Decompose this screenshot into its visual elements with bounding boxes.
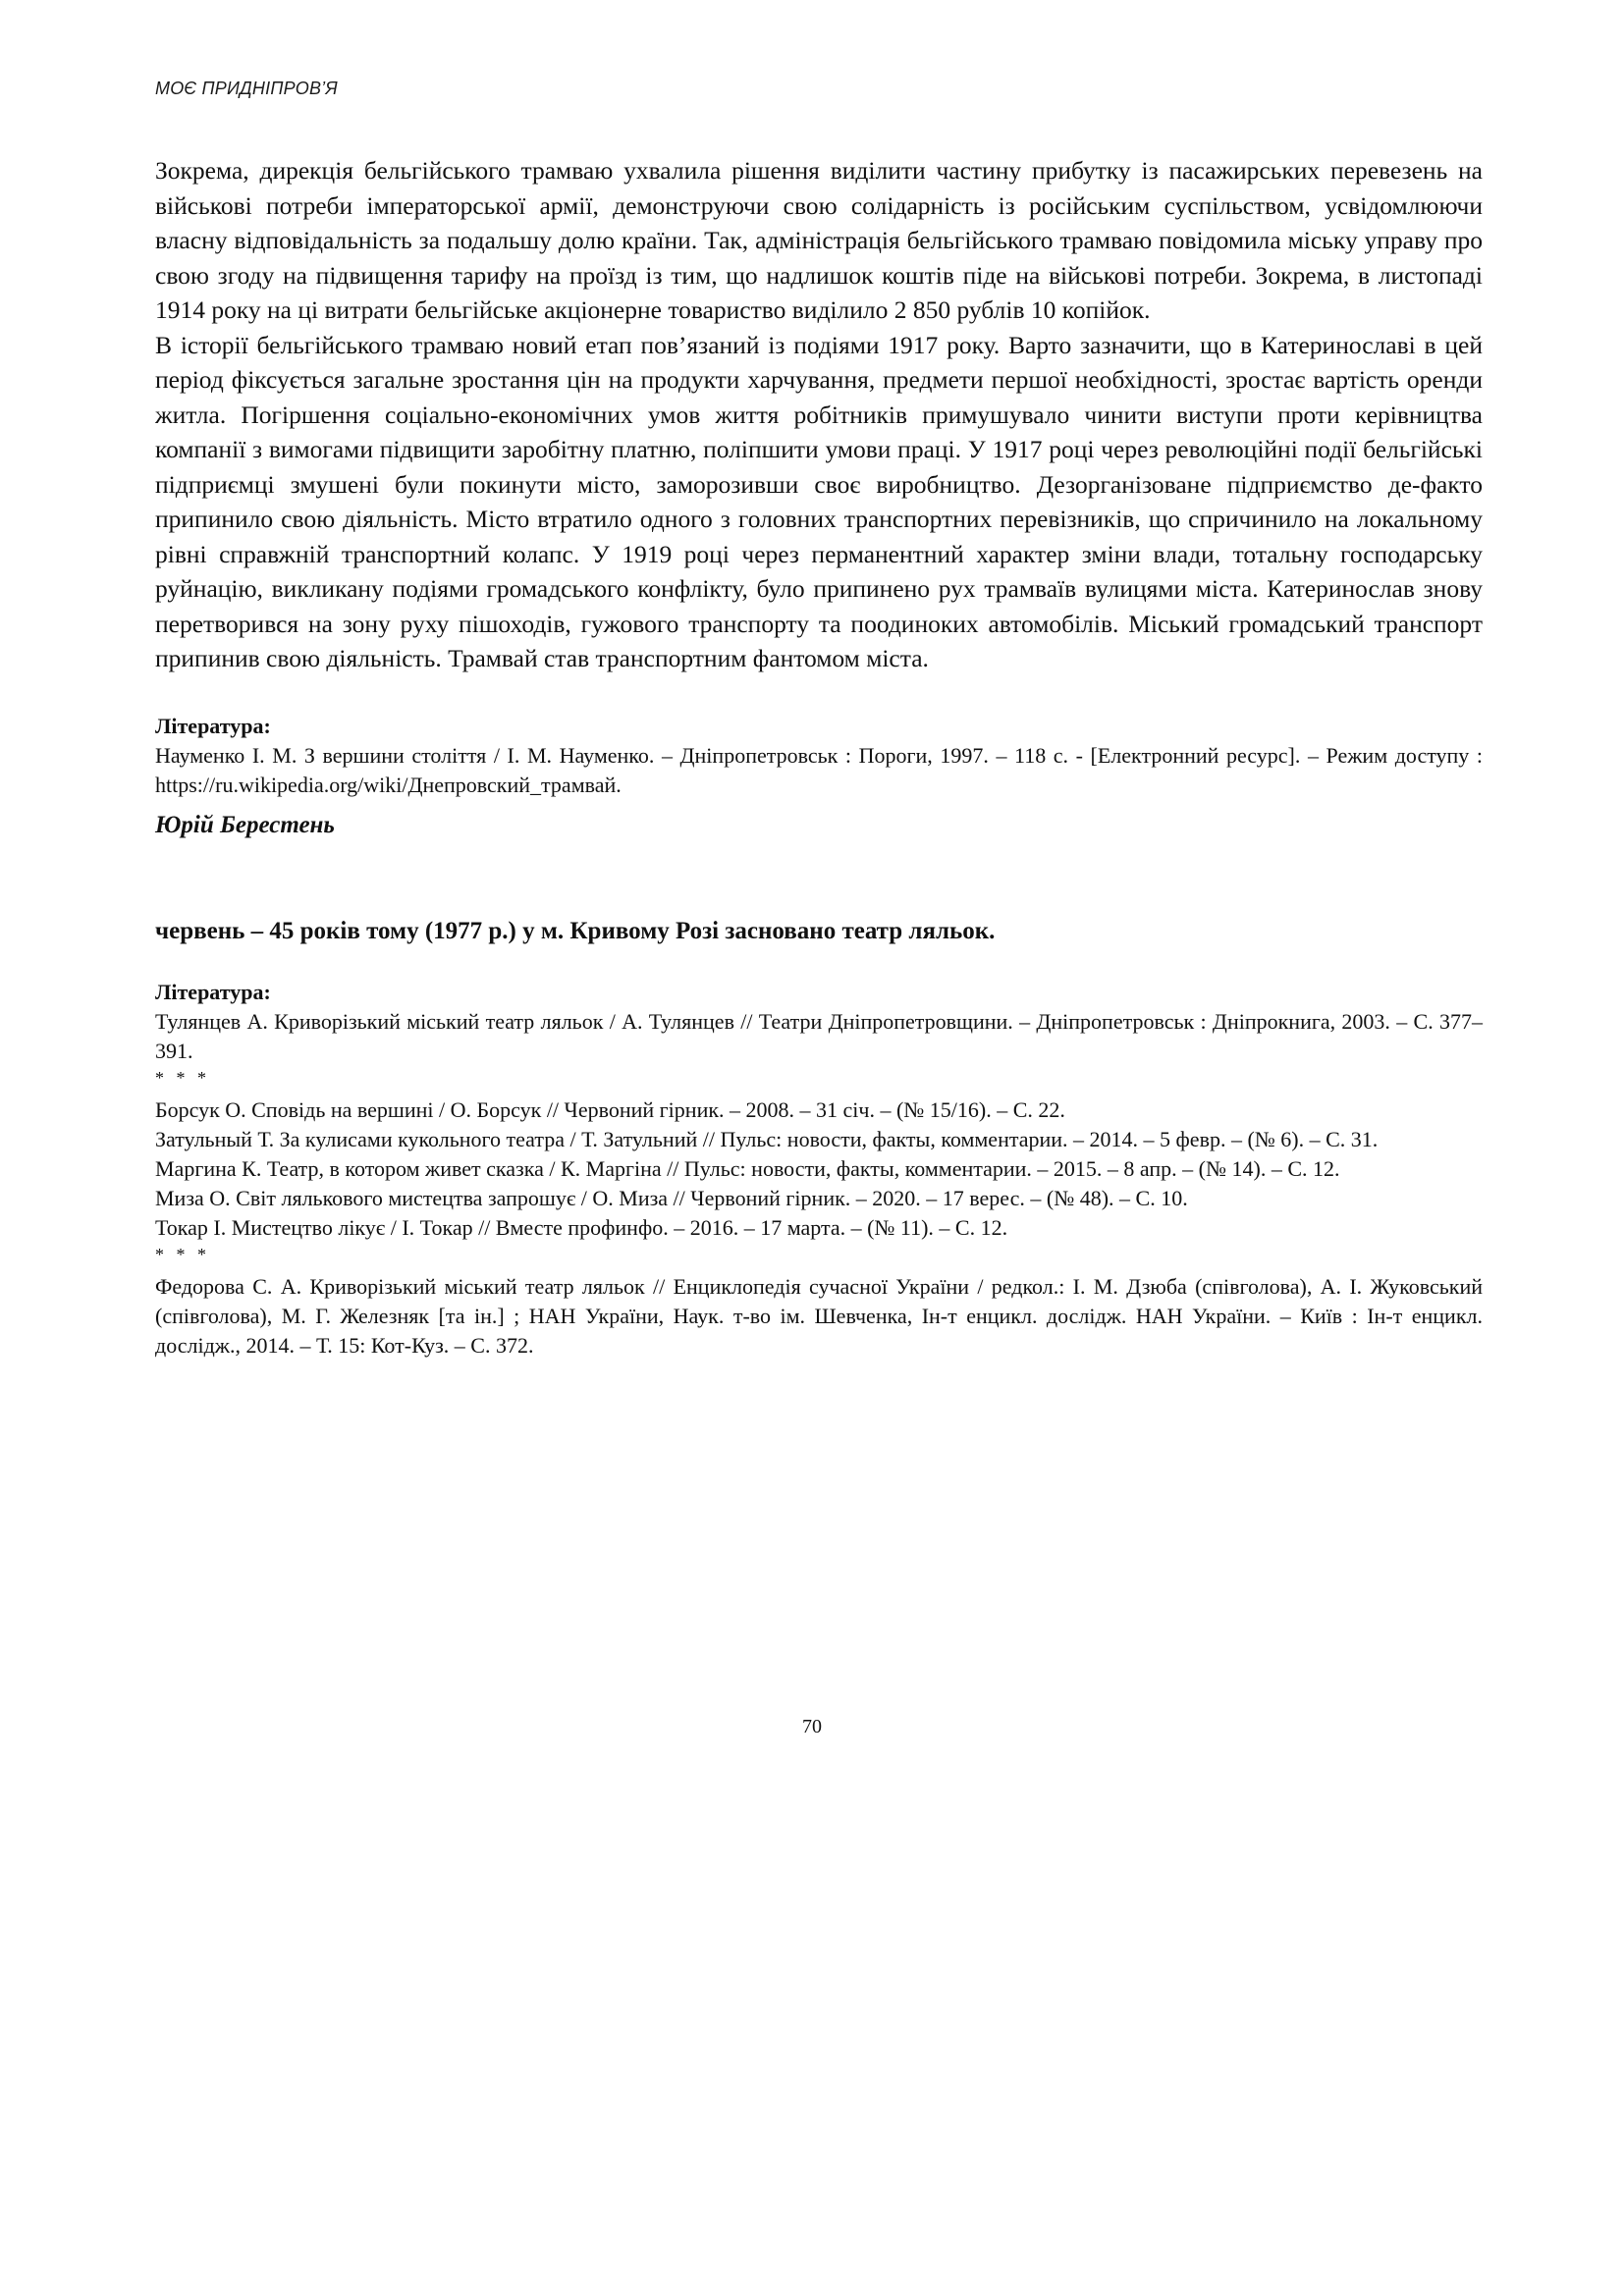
article-paragraph-1: Зокрема, дирекція бельгійського трамваю ухвалила рішення виділити частину прибутку із пасажирських перевезень на військові потреби імператорської армії, демонструючи свою солідарність із російським суспільством, усвідомлюючи власну відповідальність за подальшу долю країни. Так, адміністрація бельгійського трамваю повідомила міську управу про свою згоду на підвищення тарифу на проїзд із тим, що надлишок коштів піде на військові потреби. Зокрема, в листопаді 1914 року на ці витрати бельгійське акціонерне товариство виділило 2 850 рублів 10 копійок. [155, 156, 1483, 324]
article-paragraph-2: В історії бельгійського трамваю новий етап пов’язаний із подіями 1917 року. Варто зазначити, що в Катеринославі в цей період фіксується загальне зростання цін на продукти харчування, предмети першої необхідності, зростає вартість оренди житла. Погіршення соціально-економічних умов життя робітників примушувало чинити виступи проти керівництва компанії з вимогами підвищити заробітну платню, поліпшити умови праці. У 1917 році через революційні події бельгійські підприємці змушені були покинути місто, заморозивши своє виробництво. Дезорганізоване підприємство де-факто припинило свою діяльність. Місто втратило одного з головних транспортних перевізників, що спричинило на локальному рівні справжній транспортний колапс. У 1919 році через перманентний характер зміни влади, тотальну господарську руйнацію, викликану подіями громадського конфлікту, було припинено рух трамваїв вулицями міста. Катеринослав знову перетворився на зону руху пішоходів, гужового транспорту та поодиноких автомобілів. Міський громадський транспорт припинив свою діяльність. Трамвай став транспортним фантомом міста. [155, 330, 1483, 672]
separator-1: * * * [155, 1068, 210, 1088]
literature-entry-margina: Маргина К. Театр, в котором живет сказка / К. Маргіна // Пульс: новости, факты, комментарии. – 2015. – 8 апр. – (№ 14). – С. 12. [155, 1156, 1340, 1181]
article-literature-entry-1: Науменко І. М. З вершини століття / І. М. Науменко. – Дніпропетровськ : Пороги, 1997. – 118 с. - [Електронний ресурс]. – Режим доступу : https://ru.wikipedia.org/wiki/Днепровский_трамвай. [155, 742, 1483, 797]
article-author: Юрій Берестень [155, 811, 335, 838]
literature-entry-tokar: Токар І. Мистецтво лікує / І. Токар // Вместе профинфо. – 2016. – 17 марта. – (№ 11). – С. 12. [155, 1215, 1008, 1240]
section-literature-title: Література: [155, 980, 271, 1004]
separator-2: * * * [155, 1245, 210, 1264]
running-header: МОЄ ПРИДНІПРОВ’Я [155, 79, 338, 98]
page-number: 70 [802, 1716, 822, 1737]
literature-entry-fedorova: Федорова С. А. Криворізький міський театр ляльок // Енциклопедія сучасної України / редкол.: І. М. Дзюба (співголова), А. І. Жуковський (співголова), М. Г. Железняк [та ін.] ; НАН України, Наук. т-во ім. Шевченка, Ін-т енцикл. дослідж. НАН України. – Київ : Ін-т енцикл. дослідж., 2014. – Т. 15: Кот-Куз. – С. 372. [155, 1274, 1483, 1358]
literature-entry-borsuk: Борсук О. Сповідь на вершині / О. Борсук // Червоний гірник. – 2008. – 31 січ. – (№ 15/16). – С. 22. [155, 1097, 1065, 1122]
page-content [155, 153, 1483, 1361]
literature-entry-zatulnyi: Затульный Т. За кулисами кукольного театра / Т. Затульний // Пульс: новости, факты, комментарии. – 2014. – 5 февр. – (№ 6). – С. 31. [155, 1127, 1379, 1151]
literature-entry-tuliantsev: Тулянцев А. Криворізький міський театр ляльок / А. Тулянцев // Театри Дніпропетровщини. – Дніпропетровськ : Дніпрокнига, 2003. – С. 377–391. [155, 1009, 1483, 1063]
literature-entry-myza: Миза О. Світ лялькового мистецтва запрошує / О. Миза // Червоний гірник. – 2020. – 17 верес. – (№ 48). – С. 10. [155, 1186, 1188, 1210]
anniversary-heading: червень – 45 років тому (1977 р.) у м. Кривому Розі засновано театр ляльок. [155, 918, 996, 944]
article-literature-title: Література: [155, 713, 271, 738]
